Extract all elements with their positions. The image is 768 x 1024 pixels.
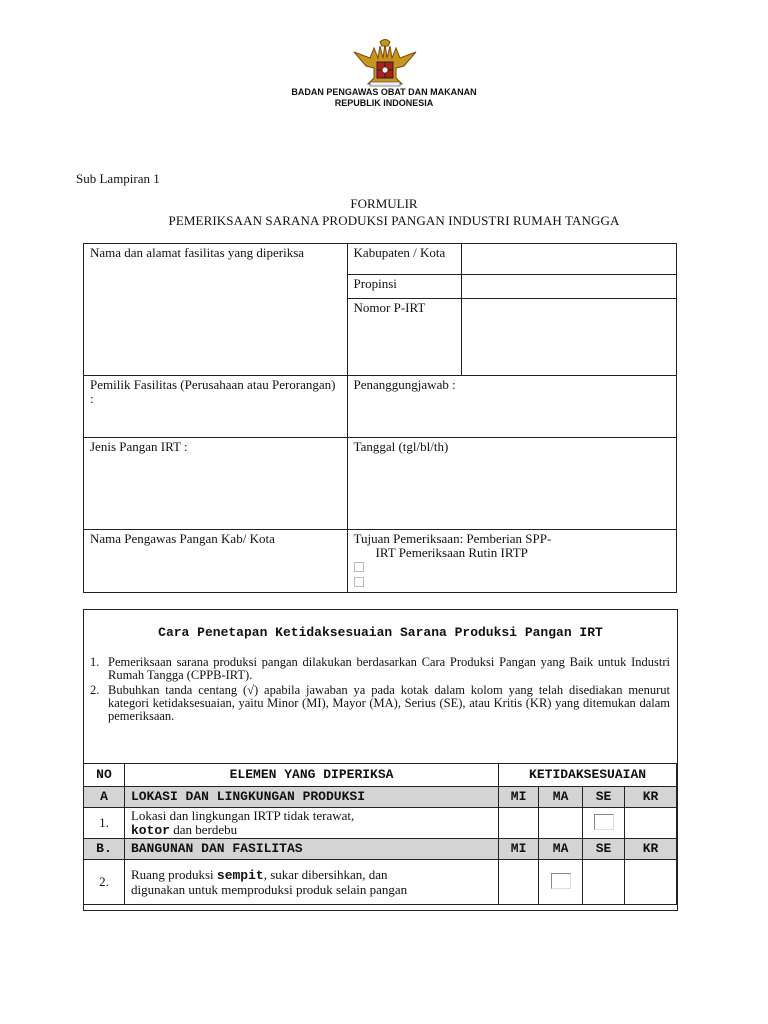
section-title: LOKASI DAN LINGKUNGAN PRODUKSI [124, 787, 498, 808]
cat-kr: KR [625, 839, 677, 860]
spp-irt-checkbox[interactable] [354, 562, 364, 572]
col-ketidaksesuaian-header: KETIDAKSESUAIAN [499, 764, 677, 787]
row-text-line1 [131, 868, 492, 883]
col-no-header: NO [84, 764, 125, 787]
tujuan-line2: IRT Pemeriksaan Rutin IRTP [375, 545, 528, 560]
mi-cell[interactable] [499, 808, 539, 839]
tujuan-line1: Tujuan Pemeriksaan: Pemberian SPP- [353, 531, 552, 546]
row-text-line2 [131, 823, 492, 838]
cat-kr: KR [625, 787, 677, 808]
pemilik-label: Pemilik Fasilitas (Perusahaan atau Perorangan) : [84, 376, 348, 438]
cat-ma: MA [539, 787, 583, 808]
cat-se: SE [583, 839, 625, 860]
section-code: A [84, 787, 125, 808]
agency-country: REPUBLIK INDONESIA [334, 98, 434, 108]
cat-ma: MA [539, 839, 583, 860]
section-title: BANGUNAN DAN FASILITAS [124, 839, 498, 860]
sub-lampiran-label: Sub Lampiran 1 [76, 171, 160, 186]
row-text-line1: Lokasi dan lingkungan IRTP tidak terawat, [130, 807, 355, 823]
tujuan-cell [347, 530, 676, 593]
tanggal-label: Tanggal (tgl/bl/th) [347, 438, 676, 530]
instruction-list [90, 656, 670, 725]
kr-cell[interactable] [625, 808, 677, 839]
ma-cell[interactable] [539, 860, 583, 905]
section-code: B. [84, 839, 125, 860]
row-text-pre: Ruang produksi [130, 866, 217, 882]
agency-name: BADAN PENGAWAS OBAT DAN MAKANAN [291, 87, 477, 97]
row-text-line2: digunakan untuk memproduksi produk selain pangan [130, 881, 408, 897]
cat-se: SE [583, 787, 625, 808]
kabupaten-label: Kabupaten / Kota [347, 244, 462, 275]
instruction-text: Bubuhkan tanda centang (√) apabila jawaban ya pada kotak dalam kolom yang telah disediakan menurut kategori ketidaksesuaian, yaitu Minor (MI), Mayor (MA), Serius (SE), atau Kritis (KR) yang ditemukan dalam pemeriksaan. [108, 683, 670, 723]
facility-info-table [83, 243, 677, 593]
row-element [124, 860, 498, 905]
propinsi-label: Propinsi [347, 275, 462, 299]
row-text-bold: kotor [130, 822, 170, 838]
row-text-rest: dan berdebu [169, 821, 238, 837]
instruction-number: 2. [90, 683, 100, 697]
kabupaten-field[interactable] [462, 244, 677, 275]
instruction-number: 1. [90, 655, 100, 669]
row-number: 1. [84, 808, 125, 839]
se-checkbox[interactable] [594, 814, 614, 830]
instruction-item [90, 684, 670, 723]
garuda-emblem-icon [350, 38, 420, 88]
row-element [124, 808, 498, 839]
mi-cell[interactable] [499, 860, 539, 905]
instruction-text: Pemeriksaan sarana produksi pangan dilakukan berdasarkan Cara Produksi Pangan yang Baik untuk Industri Rumah Tangga (CPPB-IRT). [108, 655, 670, 682]
jenis-pangan-label: Jenis Pangan IRT : [84, 438, 348, 530]
instruction-item [90, 656, 670, 682]
cat-mi: MI [499, 787, 539, 808]
col-elemen-header: ELEMEN YANG DIPERIKSA [124, 764, 498, 787]
panel-title: Cara Penetapan Ketidaksesuaian Sarana Produksi Pangan IRT [158, 625, 603, 640]
se-cell[interactable] [583, 808, 625, 839]
row-text-bold: sempit [216, 867, 264, 883]
form-subtitle: PEMERIKSAAN SARANA PRODUKSI PANGAN INDUSTRI RUMAH TANGGA [168, 213, 620, 228]
pengawas-label: Nama Pengawas Pangan Kab/ Kota [84, 530, 348, 593]
row-text-rest: , sukar dibersihkan, dan [263, 866, 388, 882]
penanggungjawab-label: Penanggungjawab : [347, 376, 676, 438]
row-number: 2. [84, 860, 125, 905]
form-title: FORMULIR [350, 196, 418, 211]
nama-alamat-label: Nama dan alamat fasilitas yang diperiksa [84, 244, 348, 376]
kr-cell[interactable] [625, 860, 677, 905]
nomor-pirt-label: Nomor P-IRT [347, 299, 462, 376]
rutin-checkbox[interactable] [354, 577, 364, 587]
se-cell[interactable] [583, 860, 625, 905]
ma-cell[interactable] [539, 808, 583, 839]
nomor-pirt-field[interactable] [462, 299, 677, 376]
checklist-table [83, 763, 677, 905]
propinsi-field[interactable] [462, 275, 677, 299]
ma-checkbox[interactable] [551, 873, 571, 889]
cat-mi: MI [499, 839, 539, 860]
